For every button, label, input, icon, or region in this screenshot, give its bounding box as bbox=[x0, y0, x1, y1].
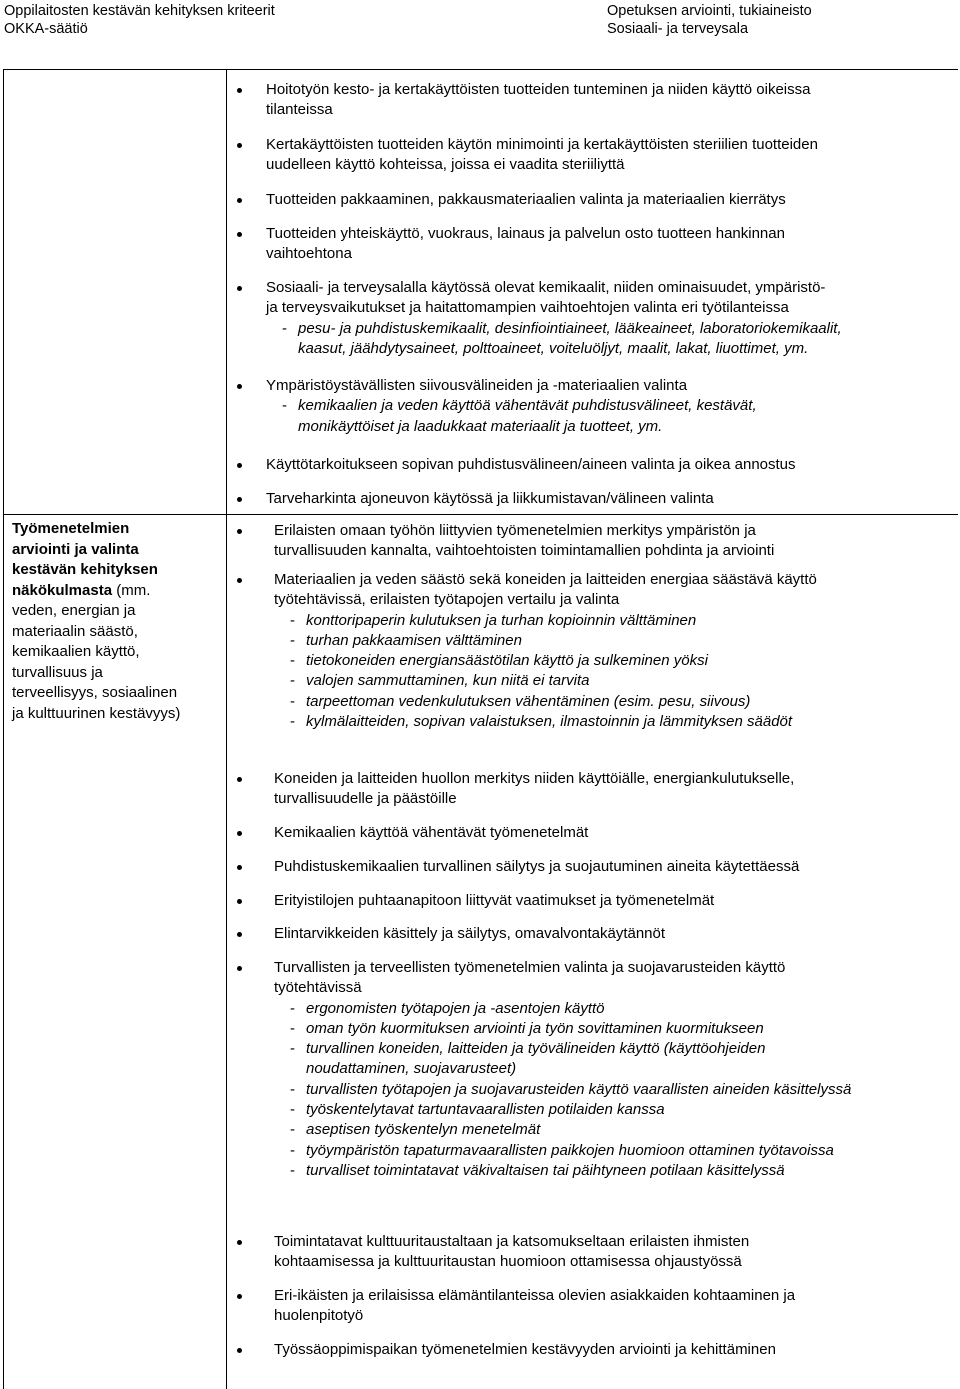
bullet-dot-icon bbox=[237, 831, 242, 836]
bullet-dot-icon bbox=[237, 1348, 242, 1353]
sub-item-line bbox=[290, 1100, 851, 1120]
bullet-text-line: Kemikaalien käyttöä vähentävät työmenetelmät bbox=[274, 824, 589, 841]
sub-item-text: turhan pakkaamisen välttäminen bbox=[306, 631, 522, 649]
bullet-text-line: Toimintatavat kulttuuritaustaltaan ja katsomukseltaan erilaisten ihmisten bbox=[274, 1233, 750, 1250]
label-bold-4: näkökulmasta bbox=[12, 581, 113, 599]
bullet-text-line: työtehtävissä, erilaisten työtapojen vertailu ja valinta bbox=[274, 591, 620, 609]
row-divider bbox=[3, 514, 958, 515]
sub-item-line bbox=[290, 1120, 851, 1140]
label-plain-10: ja kulttuurinen kestävyys) bbox=[12, 704, 181, 722]
sub-item-line bbox=[282, 339, 842, 359]
header-criteria-title: Oppilaitosten kestävän kehityksen kriteerit bbox=[4, 3, 275, 19]
sub-item-text: konttoripaperin kulutuksen ja turhan kopioinnin välttäminen bbox=[306, 611, 697, 629]
sub-item-text: tarpeettoman vedenkulutuksen vähentäminen (esim. pesu, siivous) bbox=[306, 692, 751, 710]
sub-dash-icon: - bbox=[290, 999, 295, 1017]
sub-item-line bbox=[290, 1039, 851, 1059]
header-doc-title: Opetuksen arviointi, tukiaineisto bbox=[607, 3, 812, 19]
bullet-dot-icon bbox=[237, 1240, 242, 1245]
label-bold-1: Työmenetelmien bbox=[12, 520, 130, 537]
sub-item-text: aseptisen työskentelyn menetelmät bbox=[306, 1121, 541, 1139]
sub-item-text: kemikaalien ja veden käyttöä vähentävät puhdistusvälineet, kestävät, bbox=[298, 397, 757, 415]
label-bold-2: arviointi ja valinta bbox=[12, 540, 139, 558]
bullet-item bbox=[274, 958, 851, 1181]
sub-item-line bbox=[282, 396, 757, 416]
bullet-text-line: Työssäoppimispaikan työmenetelmien kestävyyden arviointi ja kehittäminen bbox=[274, 1341, 776, 1358]
bullet-text-line: uudelleen käyttö kohteissa, joissa ei vaadita steriiliyttä bbox=[266, 156, 625, 174]
bullet-text-line: Puhdistuskemikaalien turvallinen säilytys ja suojautuminen aineita käytettäessä bbox=[274, 858, 800, 875]
label-bold-3: kestävän kehityksen bbox=[12, 561, 158, 578]
bullet-item bbox=[274, 570, 817, 732]
bullet-text-line: Tarveharkinta ajoneuvon käytössä ja liikkumistavan/välineen valinta bbox=[266, 490, 714, 507]
bullet-item bbox=[274, 924, 665, 944]
label-plain-6: materiaalin säästö, bbox=[12, 622, 138, 640]
sub-dash-icon: - bbox=[290, 692, 295, 710]
bullet-item bbox=[274, 1286, 795, 1327]
sub-dash-icon: - bbox=[290, 1040, 295, 1058]
bullet-dot-icon bbox=[237, 143, 242, 148]
bullet-dot-icon bbox=[237, 865, 242, 870]
sub-item-line bbox=[282, 417, 757, 437]
bullet-item bbox=[274, 823, 588, 843]
sub-dash-icon: - bbox=[290, 672, 295, 690]
bullet-text-line: Ympäristöystävällisten siivousvälineiden ja -materiaalien valinta bbox=[266, 377, 688, 394]
sub-item-line bbox=[290, 1080, 851, 1100]
sub-item-text: turvalliset toimintatavat väkivaltaisen tai päihtyneen potilaan käsittelyssä bbox=[306, 1161, 785, 1179]
bullet-text-line: Käyttötarkoitukseen sopivan puhdistusvälineen/aineen valinta ja oikea annostus bbox=[266, 456, 796, 473]
sub-item-line bbox=[290, 1059, 851, 1079]
bullet-dot-icon bbox=[237, 286, 242, 291]
bullet-item bbox=[266, 278, 842, 359]
sub-item-line bbox=[290, 1161, 851, 1181]
bullet-text-line: Koneiden ja laitteiden huollon merkitys niiden käyttöiälle, energiankulutukselle, bbox=[274, 770, 795, 787]
label-plain-5: veden, energian ja bbox=[12, 602, 136, 619]
bullet-text-line: huolenpitotyö bbox=[274, 1307, 364, 1325]
bullet-dot-icon bbox=[237, 932, 242, 937]
bullet-item bbox=[266, 80, 810, 121]
bullet-item bbox=[266, 489, 714, 509]
bullet-item bbox=[274, 857, 799, 877]
column-divider bbox=[226, 69, 227, 1389]
sub-item-line bbox=[290, 651, 817, 671]
label-plain-8: turvallisuus ja bbox=[12, 663, 103, 681]
bullet-text-line: tilanteissa bbox=[266, 101, 333, 119]
sub-item-line bbox=[290, 999, 851, 1019]
sub-item-line bbox=[282, 319, 842, 339]
sub-dash-icon: - bbox=[290, 1141, 295, 1159]
header-foundation: OKKA-säätiö bbox=[4, 21, 88, 37]
bullet-item bbox=[266, 224, 785, 265]
sub-item-line bbox=[290, 712, 817, 732]
bullet-text-line: ja terveysvaikutukset ja haitattomampien vaihtoehtojen valinta eri työtilanteissa bbox=[266, 299, 789, 317]
bullet-dot-icon bbox=[237, 899, 242, 904]
bullet-text-line: Eri-ikäisten ja erilaisissa elämäntilanteissa olevien asiakkaiden kohtaaminen ja bbox=[274, 1287, 796, 1304]
sub-dash-icon: - bbox=[290, 652, 295, 670]
sub-item-text: pesu- ja puhdistuskemikaalit, desinfiointiaineet, lääkeaineet, laboratoriokemikaalit, bbox=[298, 319, 842, 337]
bullet-text-line: Materiaalien ja veden säästö sekä koneiden ja laitteiden energiaa säästävä käyttö bbox=[274, 571, 817, 588]
bullet-dot-icon bbox=[237, 777, 242, 782]
sub-dash-icon: - bbox=[290, 631, 295, 649]
bullet-dot-icon bbox=[237, 232, 242, 237]
sub-dash-icon: - bbox=[290, 1121, 295, 1139]
bullet-dot-icon bbox=[237, 384, 242, 389]
bullet-item bbox=[274, 891, 714, 911]
sub-item-text: kylmälaitteiden, sopivan valaistuksen, ilmastoinnin ja lämmityksen säädöt bbox=[306, 713, 793, 731]
sub-dash-icon: - bbox=[290, 1080, 295, 1098]
sub-item-text: oman työn kuormituksen arviointi ja työn sovittaminen kuormitukseen bbox=[306, 1019, 764, 1037]
bullet-item bbox=[266, 376, 757, 437]
bullet-item bbox=[274, 1340, 776, 1360]
sub-item-line bbox=[290, 631, 817, 651]
bullet-item bbox=[274, 769, 794, 810]
sub-item-text: turvallisten työtapojen ja suojavarusteiden käyttö vaarallisten aineiden käsittelyssä bbox=[306, 1080, 852, 1098]
bullet-text-line: turvallisuuden kannalta, vaihtoehtoisten toimintamallien pohdinta ja arviointi bbox=[274, 542, 775, 560]
label-plain-9: terveellisyys, sosiaalinen bbox=[12, 684, 178, 701]
bullet-text-line: Turvallisten ja terveellisten työmenetelmien valinta ja suojavarusteiden käyttö bbox=[274, 959, 786, 976]
bullet-text-line: Hoitotyön kesto- ja kertakäyttöisten tuotteiden tunteminen ja niiden käyttö oikeissa bbox=[266, 81, 811, 98]
sub-dash-icon: - bbox=[282, 319, 287, 337]
sub-item-text: ergonomisten työtapojen ja -asentojen käyttö bbox=[306, 999, 605, 1017]
bullet-dot-icon bbox=[237, 529, 242, 534]
sub-dash-icon: - bbox=[290, 611, 295, 629]
bullet-item bbox=[274, 521, 774, 562]
bullet-item bbox=[266, 190, 786, 210]
bullet-dot-icon bbox=[237, 497, 242, 502]
sub-item-line bbox=[290, 1019, 851, 1039]
sub-item-text: valojen sammuttaminen, kun niitä ei tarvita bbox=[306, 672, 590, 690]
bullet-text-line: Erilaisten omaan työhön liittyvien työmenetelmien merkitys ympäristön ja bbox=[274, 522, 756, 539]
sub-item-line bbox=[290, 692, 817, 712]
header-right bbox=[607, 2, 812, 38]
bullet-dot-icon bbox=[237, 463, 242, 468]
bullet-text-line: vaihtoehtona bbox=[266, 245, 352, 263]
bullet-text-line: Erityistilojen puhtaanapitoon liittyvät vaatimukset ja työmenetelmät bbox=[274, 892, 715, 909]
bullet-dot-icon bbox=[237, 198, 242, 203]
label-plain-4: (mm. bbox=[112, 581, 151, 599]
bullet-item bbox=[274, 1232, 749, 1273]
bullet-text-line: Kertakäyttöisten tuotteiden käytön minimointi ja kertakäyttöisten steriilien tuotteiden bbox=[266, 136, 818, 153]
bullet-dot-icon bbox=[237, 88, 242, 93]
sub-item-text: tietokoneiden energiansäästötilan käyttö ja sulkeminen yöksi bbox=[306, 652, 708, 670]
bullet-text-line: Tuotteiden yhteiskäyttö, vuokraus, lainaus ja palvelun osto tuotteen hankinnan bbox=[266, 225, 785, 242]
sub-item-line bbox=[290, 1141, 851, 1161]
header-field: Sosiaali- ja terveysala bbox=[607, 21, 749, 37]
bullet-text-line: Sosiaali- ja terveysalalla käytössä olevat kemikaalit, niiden ominaisuudet, ympäristö- bbox=[266, 279, 826, 296]
sub-dash-icon: - bbox=[290, 1019, 295, 1037]
sub-item-text: kaasut, jäähdytysaineet, polttoaineet, voiteluöljyt, maalit, lakat, liuottimet, ym. bbox=[298, 339, 809, 357]
label-plain-7: kemikaalien käyttö, bbox=[12, 643, 140, 660]
row-label-work-methods bbox=[12, 519, 222, 724]
sub-dash-icon: - bbox=[290, 1101, 295, 1119]
bullet-text-line: Elintarvikkeiden käsittely ja säilytys, omavalvontakäytännöt bbox=[274, 925, 666, 942]
sub-dash-icon: - bbox=[282, 397, 287, 415]
bullet-dot-icon bbox=[237, 966, 242, 971]
bullet-dot-icon bbox=[237, 578, 242, 583]
bullet-text-line: Tuotteiden pakkaaminen, pakkausmateriaalien valinta ja materiaalien kierrätys bbox=[266, 191, 786, 208]
sub-item-line bbox=[290, 671, 817, 691]
bullet-text-line: turvallisuudelle ja päästöille bbox=[274, 790, 457, 808]
sub-item-text: työympäristön tapaturmavaarallisten paikkojen huomioon ottaminen työtavoissa bbox=[306, 1141, 834, 1159]
bullet-item bbox=[266, 135, 818, 176]
bullet-dot-icon bbox=[237, 1294, 242, 1299]
sub-item-text: monikäyttöiset ja laadukkaat materiaalit ja tuotteet, ym. bbox=[298, 417, 663, 435]
sub-item-text: työskentelytavat tartuntavaarallisten potilaiden kanssa bbox=[306, 1101, 665, 1119]
sub-dash-icon: - bbox=[290, 1161, 295, 1179]
sub-dash-icon: - bbox=[290, 713, 295, 731]
sub-item-text: turvallinen koneiden, laitteiden ja työvälineiden käyttö (käyttöohjeiden bbox=[306, 1040, 766, 1058]
sub-item-text: noudattaminen, suojavarusteet) bbox=[306, 1060, 517, 1078]
bullet-item bbox=[266, 455, 796, 475]
sub-item-line bbox=[290, 611, 817, 631]
bullet-text-line: kohtaamisessa ja kulttuuritaustan huomioon ottamisessa ohjaustyössä bbox=[274, 1253, 742, 1271]
bullet-text-line: työtehtävissä bbox=[274, 979, 362, 997]
header-left bbox=[4, 2, 275, 38]
